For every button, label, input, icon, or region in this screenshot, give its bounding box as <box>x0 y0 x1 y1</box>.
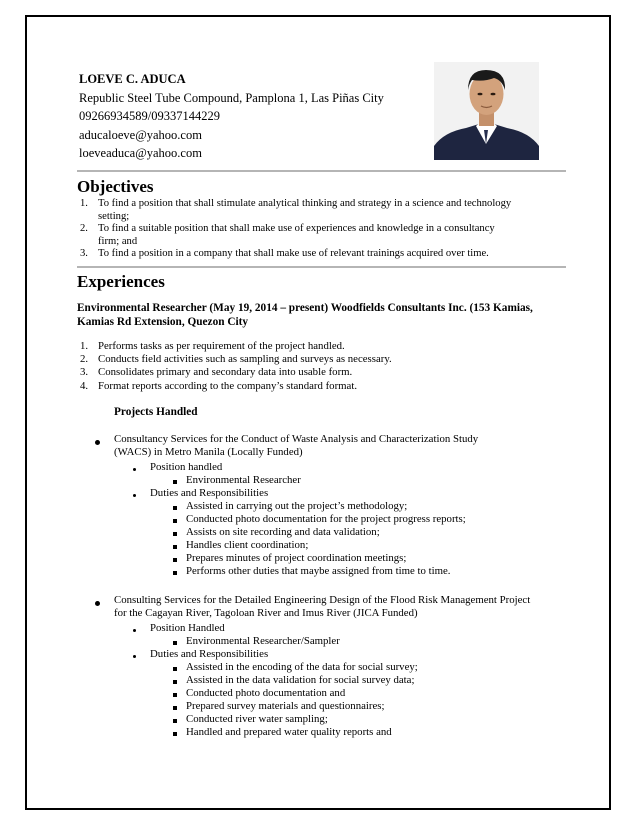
address: Republic Steel Tube Compound, Pamplona 1, Las Piñas City <box>79 91 384 105</box>
duty-item: Prepared survey materials and questionnaires; <box>186 700 385 712</box>
task-item: 4. Format reports according to the company’s standard format. <box>80 379 358 392</box>
square-bullet-icon <box>173 680 177 684</box>
job-title: Environmental Researcher (May 19, 2014 – present) Woodfields Consultants Inc. (153 Kamias, Kamias Rd Extension, Quezon City <box>77 302 533 328</box>
project-title: Consultancy Services for the Conduct of Waste Analysis and Characterization Study (WACS) in Metro Manila (Locally Funded) <box>114 433 479 459</box>
duty-item: Assisted in the data validation for social survey data; <box>186 674 415 686</box>
square-bullet-icon <box>173 641 177 645</box>
position-value: Environmental Researcher/Sampler <box>186 635 340 647</box>
duty-item: Handled and prepared water quality reports and <box>186 726 392 738</box>
task-list <box>80 340 392 393</box>
position-label: Position Handled <box>150 622 225 634</box>
duty-item: Handles client coordination; <box>186 539 309 551</box>
square-bullet-icon <box>173 519 177 523</box>
square-bullet-icon <box>173 506 177 510</box>
duty-item: Conducted photo documentation for the project progress reports; <box>186 513 466 525</box>
phone-numbers: 09266934589/09337144229 <box>79 109 220 123</box>
objective-item: 3. To find a position in a company that shall make use of relevant trainings acquired over time. <box>80 248 489 260</box>
objectives-heading: Objectives <box>77 177 154 196</box>
objectives-list <box>80 198 566 261</box>
objective-item: 2. To find a suitable position that shall make use of experiences and knowledge in a consultancy firm; and <box>80 223 495 247</box>
project-title: Consulting Services for the Detailed Engineering Design of the Flood Risk Management Project for the Cagayan River, Tagoloan River and Imus River (JICA Funded) <box>114 594 531 620</box>
section-divider <box>77 170 566 172</box>
profile-photo <box>434 62 539 160</box>
duties-label: Duties and Responsibilities <box>150 487 269 499</box>
bullet-icon <box>133 468 136 471</box>
bullet-icon <box>95 440 100 445</box>
square-bullet-icon <box>173 706 177 710</box>
section-divider <box>77 266 566 268</box>
square-bullet-icon <box>173 719 177 723</box>
bullet-icon <box>133 655 136 658</box>
square-bullet-icon <box>173 667 177 671</box>
experiences-heading: Experiences <box>77 272 165 291</box>
objective-item: 1. To find a position that shall stimulate analytical thinking and strategy in a science and technology setting; <box>80 198 512 222</box>
projects-heading: Projects Handled <box>114 406 198 418</box>
task-item: 1. Performs tasks as per requirement of the project handled. <box>80 340 345 352</box>
duty-item: Conducted river water sampling; <box>186 713 328 725</box>
bullet-icon <box>133 494 136 497</box>
task-item: 3. Consolidates primary and secondary data into usable form. <box>80 366 353 379</box>
duty-item: Conducted photo documentation and <box>186 687 346 699</box>
position-value: Environmental Researcher <box>186 474 301 486</box>
square-bullet-icon <box>173 571 177 575</box>
square-bullet-icon <box>173 532 177 536</box>
duties-label: Duties and Responsibilities <box>150 648 269 660</box>
square-bullet-icon <box>173 732 177 736</box>
email-primary: aducaloeve@yahoo.com <box>79 128 202 142</box>
position-label: Position handled <box>150 461 223 473</box>
square-bullet-icon <box>173 558 177 562</box>
task-item: 2. Conducts field activities such as sampling and surveys as necessary. <box>80 353 392 366</box>
email-secondary: loeveaduca@yahoo.com <box>79 146 202 160</box>
square-bullet-icon <box>173 480 177 484</box>
square-bullet-icon <box>173 693 177 697</box>
duty-item: Assists on site recording and data validation; <box>186 526 380 538</box>
duty-item: Assisted in the encoding of the data for social survey; <box>186 661 418 673</box>
applicant-name: LOEVE C. ADUCA <box>79 72 186 86</box>
square-bullet-icon <box>173 545 177 549</box>
duty-item: Assisted in carrying out the project’s methodology; <box>186 500 408 512</box>
duty-item: Performs other duties that maybe assigned from time to time. <box>186 565 451 577</box>
bullet-icon <box>133 629 136 632</box>
duty-item: Prepares minutes of project coordination meetings; <box>186 552 407 564</box>
bullet-icon <box>95 601 100 606</box>
